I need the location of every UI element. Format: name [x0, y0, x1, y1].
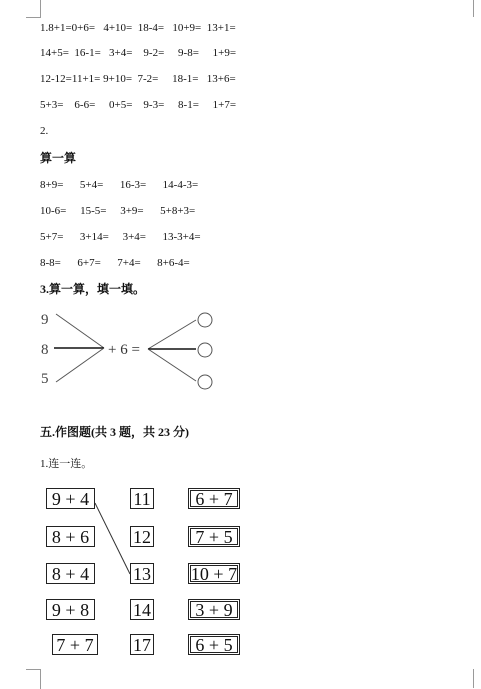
- diagram-input-1: 9: [41, 312, 49, 328]
- problem-row-1: 1.8+1=0+6= 4+10= 18-4= 10+9= 13+1=: [40, 22, 236, 34]
- middle-number-box-4[interactable]: 14: [130, 599, 154, 620]
- right-expression-box-2[interactable]: 7 + 5: [188, 526, 240, 547]
- match-connector-line: [95, 503, 130, 574]
- left-expression-box-3[interactable]: 8 + 4: [46, 563, 95, 584]
- calc-row-2: 10-6= 15-5= 3+9= 5+8+3=: [40, 205, 196, 217]
- section-2-number: 2.: [40, 125, 49, 137]
- middle-number-box-1[interactable]: 11: [130, 488, 154, 509]
- middle-number-box-2[interactable]: 12: [130, 526, 154, 547]
- section-5-title: 五.作图题(共 3 题，共 23 分): [40, 425, 189, 439]
- left-expression-box-1[interactable]: 9 + 4: [46, 488, 95, 509]
- right-expression-box-1[interactable]: 6 + 7: [188, 488, 240, 509]
- right-expression-box-3[interactable]: 10 + 7: [188, 563, 240, 584]
- middle-number-box-5[interactable]: 17: [130, 634, 154, 655]
- calc-row-1: 8+9= 5+4= 16-3= 14-4-3=: [40, 179, 199, 191]
- problem-row-2: 14+5= 16-1= 3+4= 9-2= 9-8= 1+9=: [40, 47, 237, 59]
- section-3-title: 3.算一算，填一填。: [40, 282, 146, 296]
- section-5-subtitle: 1.连一连。: [40, 458, 93, 470]
- diagram-input-2: 8: [41, 342, 49, 358]
- diagram-operator: + 6 =: [108, 342, 140, 358]
- left-expression-box-5[interactable]: 7 + 7: [52, 634, 98, 655]
- section-2-title: 算一算: [40, 151, 77, 165]
- right-expression-box-4[interactable]: 3 + 9: [188, 599, 240, 620]
- calc-row-3: 5+7= 3+14= 3+4= 13-3+4=: [40, 231, 201, 243]
- problem-row-3: 12-12=11+1= 9+10= 7-2= 18-1= 13+6=: [40, 73, 236, 85]
- diagram-input-3: 5: [41, 371, 49, 387]
- left-expression-box-4[interactable]: 9 + 8: [46, 599, 95, 620]
- right-expression-box-5[interactable]: 6 + 5: [188, 634, 240, 655]
- middle-number-box-3[interactable]: 13: [130, 563, 154, 584]
- left-expression-box-2[interactable]: 8 + 6: [46, 526, 95, 547]
- calc-row-4: 8-8= 6+7= 7+4= 8+6-4=: [40, 257, 190, 269]
- problem-row-4: 5+3= 6-6= 0+5= 9-3= 8-1= 1+7=: [40, 99, 237, 111]
